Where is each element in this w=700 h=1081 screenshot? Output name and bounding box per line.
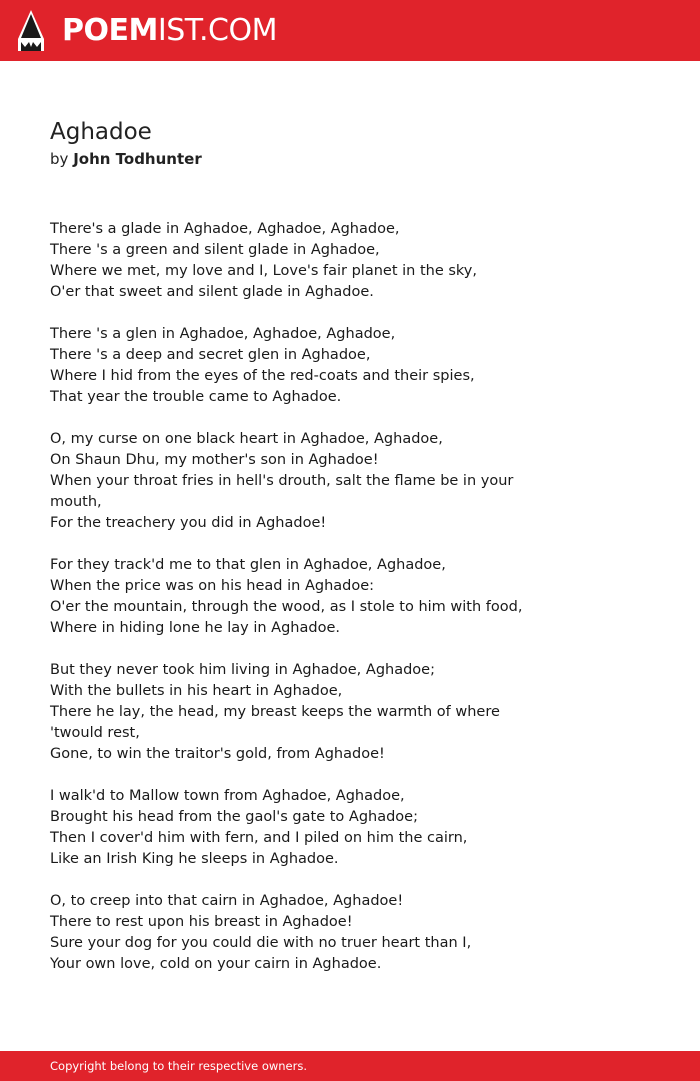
poem-line: For they track'd me to that glen in Aghadoe, Aghadoe, [50, 557, 446, 573]
poem-line: Gone, to win the traitor's gold, from Aghadoe! [50, 746, 385, 762]
poem-line: There 's a deep and secret glen in Aghadoe, [50, 347, 371, 363]
poem-line: There to rest upon his breast in Aghadoe! [50, 914, 353, 930]
copyright-notice: Copyright belong to their respective owners. [50, 1059, 308, 1073]
stanza [50, 555, 540, 639]
poem-line: There he lay, the head, my breast keeps the warmth of where 'twould rest, [50, 704, 500, 741]
stanza [50, 660, 540, 765]
poem-line: O'er the mountain, through the wood, as I stole to him with food, [50, 599, 523, 615]
poem-line: But they never took him living in Aghadoe, Aghadoe; [50, 662, 435, 678]
poem-line: I walk'd to Mallow town from Aghadoe, Aghadoe, [50, 788, 405, 804]
site-footer [0, 1051, 700, 1081]
author-name: John Todhunter [73, 150, 202, 168]
stanza [50, 891, 540, 975]
poem-line: Then I cover'd him with fern, and I piled on him the cairn, [50, 830, 468, 846]
poem-line: Sure your dog for you could die with no truer heart than I, [50, 935, 472, 951]
poem-line: When your throat fries in hell's drouth, salt the flame be in your mouth, [50, 473, 514, 510]
poem-line: Where in hiding lone he lay in Aghadoe. [50, 620, 340, 636]
byline [50, 148, 202, 170]
poem-line: There 's a green and silent glade in Aghadoe, [50, 242, 380, 258]
poem-line: Your own love, cold on your cairn in Aghadoe. [50, 956, 382, 972]
poem-line: For the treachery you did in Aghadoe! [50, 515, 327, 531]
poem-line: There 's a glen in Aghadoe, Aghadoe, Aghadoe, [50, 326, 396, 342]
stanza [50, 324, 540, 408]
poem-line: On Shaun Dhu, my mother's son in Aghadoe! [50, 452, 379, 468]
poem-line: When the price was on his head in Aghadoe: [50, 578, 375, 594]
poem-line: O'er that sweet and silent glade in Aghadoe. [50, 284, 374, 300]
brand-bold: POEM [62, 13, 158, 48]
poem-title: Aghadoe [50, 119, 152, 145]
poem-line: Where I hid from the eyes of the red-coats and their spies, [50, 368, 475, 384]
poem-line: There's a glade in Aghadoe, Aghadoe, Aghadoe, [50, 221, 400, 237]
poem-line: O, my curse on one black heart in Aghadoe, Aghadoe, [50, 431, 443, 447]
stanza [50, 786, 540, 870]
poem-line: That year the trouble came to Aghadoe. [50, 389, 342, 405]
poem-line: Brought his head from the gaol's gate to Aghadoe; [50, 809, 418, 825]
poem-line: O, to creep into that cairn in Aghadoe, Aghadoe! [50, 893, 404, 909]
by-label: by [50, 150, 69, 168]
poem-body [50, 219, 540, 996]
poem-line: With the bullets in his heart in Aghadoe, [50, 683, 343, 699]
brand-light: IST.COM [157, 13, 277, 48]
site-logo[interactable] [62, 11, 277, 51]
poem-line: Where we met, my love and I, Love's fair planet in the sky, [50, 263, 477, 279]
site-header [0, 0, 700, 61]
pencil-tip-icon[interactable] [17, 9, 45, 52]
poem-line: Like an Irish King he sleeps in Aghadoe. [50, 851, 339, 867]
stanza [50, 429, 540, 534]
stanza [50, 219, 540, 303]
